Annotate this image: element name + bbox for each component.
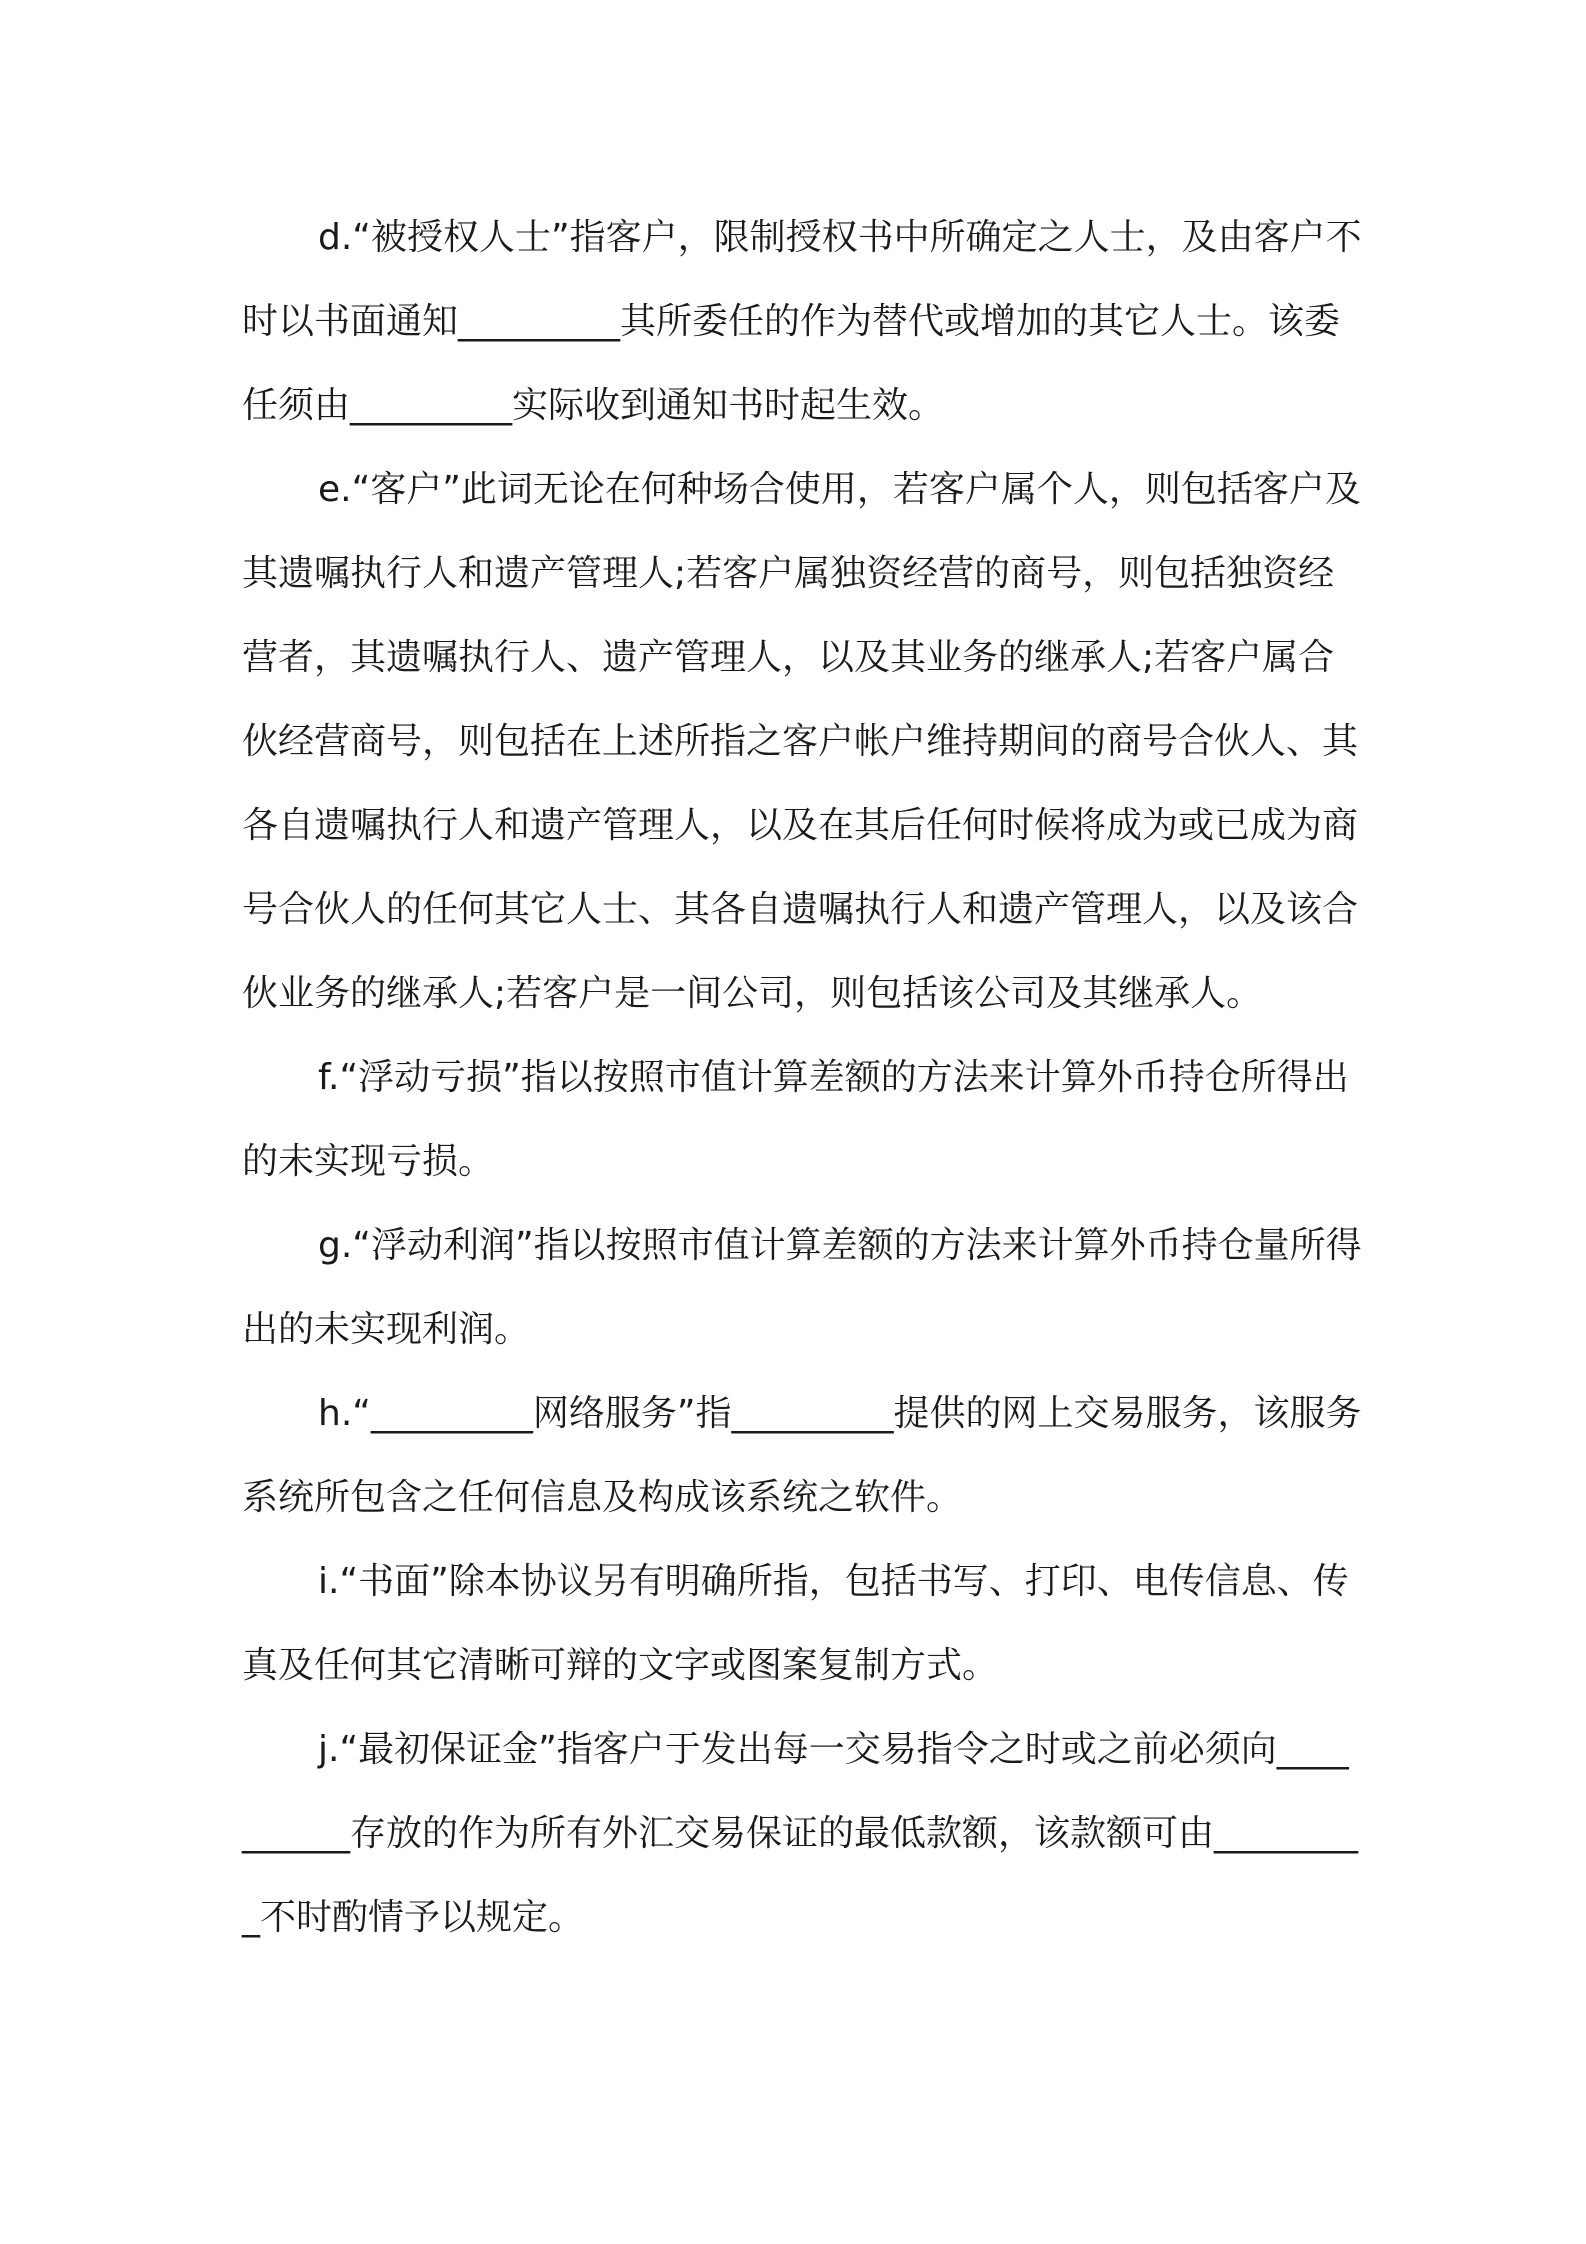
document-body — [242, 196, 1362, 1960]
paragraph-h: h.“_________网络服务”指_________提供的网上交易服务，该服务系统所包含之任何信息及构成该系统之软件。 — [242, 1393, 1362, 1518]
paragraph-i: i.“书面”除本协议另有明确所指，包括书写、打印、电传信息、传真及任何其它清晰可辩的文字或图案复制方式。 — [242, 1561, 1349, 1686]
paragraph-g: g.“浮动利润”指以按照市值计算差额的方法来计算外币持仓量所得出的未实现利润。 — [242, 1225, 1362, 1350]
paragraph-d: d.“被授权人士”指客户，限制授权书中所确定之人士，及由客户不时以书面通知_________其所委任的作为替代或增加的其它人士。该委任须由_________实际收到通知书时起生效。 — [242, 217, 1362, 426]
paragraph-j: j.“最初保证金”指客户于发出每一交易指令之时或之前必须向__________存放的作为所有外汇交易保证的最低款额，该款额可由_________不时酌情予以规定。 — [242, 1729, 1359, 1938]
paragraph-e: e.“客户”此词无论在何种场合使用，若客户属个人，则包括客户及其遗嘱执行人和遗产管理人;若客户属独资经营的商号，则包括独资经营者，其遗嘱执行人、遗产管理人，以及其业务的继承人;若客户属合伙经营商号，则包括在上述所指之客户帐户维持期间的商号合伙人、其各自遗嘱执行人和遗产管理人，以及在其后任何时候将成为或已成为商号合伙人的任何其它人士、其各自遗嘱执行人和遗产管理人，以及该合伙业务的继承人;若客户是一间公司，则包括该公司及其继承人。 — [242, 469, 1361, 1014]
paragraph-f: f.“浮动亏损”指以按照市值计算差额的方法来计算外币持仓所得出的未实现亏损。 — [242, 1057, 1349, 1182]
